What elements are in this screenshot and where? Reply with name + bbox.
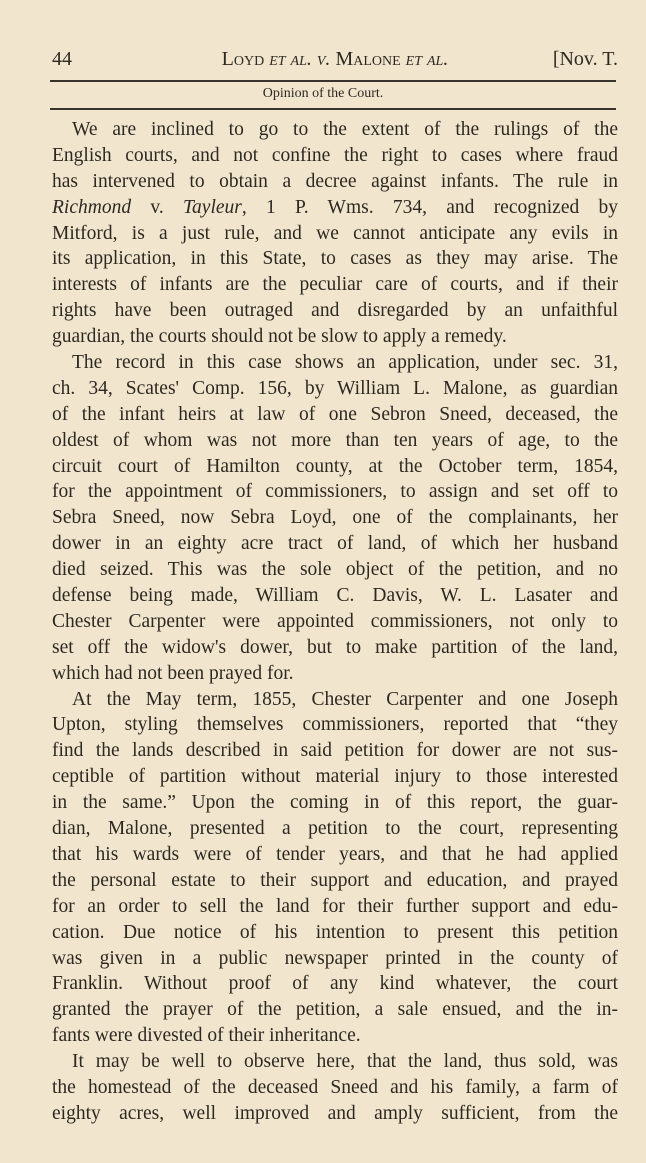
text-line: oldest of whom was not more than ten years of age, to the: [52, 429, 618, 451]
title-plaintiff: Loyd: [221, 48, 265, 70]
section-subheading: Opinion of the Court.: [262, 86, 384, 101]
text-line: fants were divested of their inheritance.: [52, 1025, 361, 1047]
text-line: Franklin. Without proof of any kind whatever, the court: [52, 973, 618, 995]
text-line: ch. 34, Scates' Comp. 156, by William L. Malone, as guardian: [52, 377, 618, 399]
text-line: interests of infants are the peculiar care of courts, and if their: [52, 274, 618, 296]
text-line: At the May term, 1855, Chester Carpenter and one Joseph: [72, 688, 618, 710]
header-rule: [50, 80, 616, 82]
text-line: Sebra Sneed, now Sebra Loyd, one of the complainants, her: [52, 507, 618, 529]
text-line: died seized. This was the sole object of the petition, and no: [52, 559, 618, 581]
text-line: Upton, styling themselves commissioners, reported that “they: [52, 714, 618, 736]
case-name-italic: Tayleur: [183, 196, 242, 218]
running-header: [52, 44, 618, 74]
text-line: defense being made, William C. Davis, W. L. Lasater and: [52, 585, 618, 607]
text-line: rights have been outraged and disregarded by an unfaithful: [52, 300, 618, 322]
text-line: We are inclined to go to the extent of the rulings of the: [72, 119, 618, 140]
text-line: find the lands described in said petition for dower are not sus-: [52, 740, 618, 762]
title-vs: et al. v.: [264, 48, 336, 70]
text-line: It may be well to observe here, that the land, thus sold, was: [72, 1051, 618, 1073]
text-line: was given in a public newspaper printed in the county of: [52, 947, 618, 969]
title-et-al: et al.: [400, 48, 449, 70]
text-line: which had not been prayed for.: [52, 662, 294, 684]
text-line: eighty acres, well improved and amply sufficient, from the: [52, 1102, 618, 1124]
text-line: circuit court of Hamilton county, at the October term, 1854,: [52, 455, 618, 477]
case-title: [52, 48, 618, 71]
text-line: of the infant heirs at law of one Sebron Sneed, deceased, the: [52, 403, 618, 425]
text-line: that his wards were of tender years, and that he had applied: [52, 843, 618, 865]
text-line: for the appointment of commissioners, to assign and set off to: [52, 481, 618, 503]
opinion-text: [52, 117, 618, 1127]
text-line: Chester Carpenter were appointed commissioners, not only to: [52, 610, 618, 632]
text-segment: v.: [131, 196, 183, 218]
page-number: 44: [52, 48, 72, 70]
text-line: dian, Malone, presented a petition to the court, representing: [52, 818, 618, 840]
term-label: [Nov. T.: [552, 48, 618, 70]
text-line: The record in this case shows an application, under sec. 31,: [72, 352, 618, 374]
text-line: in the same.” Upon the coming in of this report, the guar-: [52, 792, 618, 814]
text-line: Mitford, is a just rule, and we cannot anticipate any evils in: [52, 222, 618, 244]
text-line: English courts, and not confine the right to cases where fraud: [52, 144, 618, 166]
subheading-rule: [50, 108, 616, 110]
text-line: guardian, the courts should not be slow to apply a remedy.: [52, 326, 507, 348]
text-line: cation. Due notice of his intention to present this petition: [52, 921, 618, 943]
text-line: the personal estate to their support and education, and prayed: [52, 869, 618, 891]
text-line: [52, 195, 618, 221]
text-line: set off the widow's dower, but to make partition of the land,: [52, 636, 618, 658]
title-defendant: Malone: [335, 48, 401, 70]
text-line: ceptible of partition without material injury to those interested: [52, 766, 618, 788]
case-name-italic: Richmond: [52, 196, 132, 218]
text-line: has intervened to obtain a decree against infants. The rule in: [52, 170, 618, 192]
text-line: dower in an eighty acre tract of land, of which her husband: [52, 533, 618, 555]
text-segment: , 1 P. Wms. 734, and recognized by: [241, 196, 618, 218]
text-line: for an order to sell the land for their further support and edu-: [52, 895, 618, 917]
text-line: its application, in this State, to cases as they may arise. The: [52, 248, 618, 270]
text-line: granted the prayer of the petition, a sale ensued, and the in-: [52, 999, 618, 1021]
text-line: the homestead of the deceased Sneed and his family, a farm of: [52, 1076, 618, 1098]
